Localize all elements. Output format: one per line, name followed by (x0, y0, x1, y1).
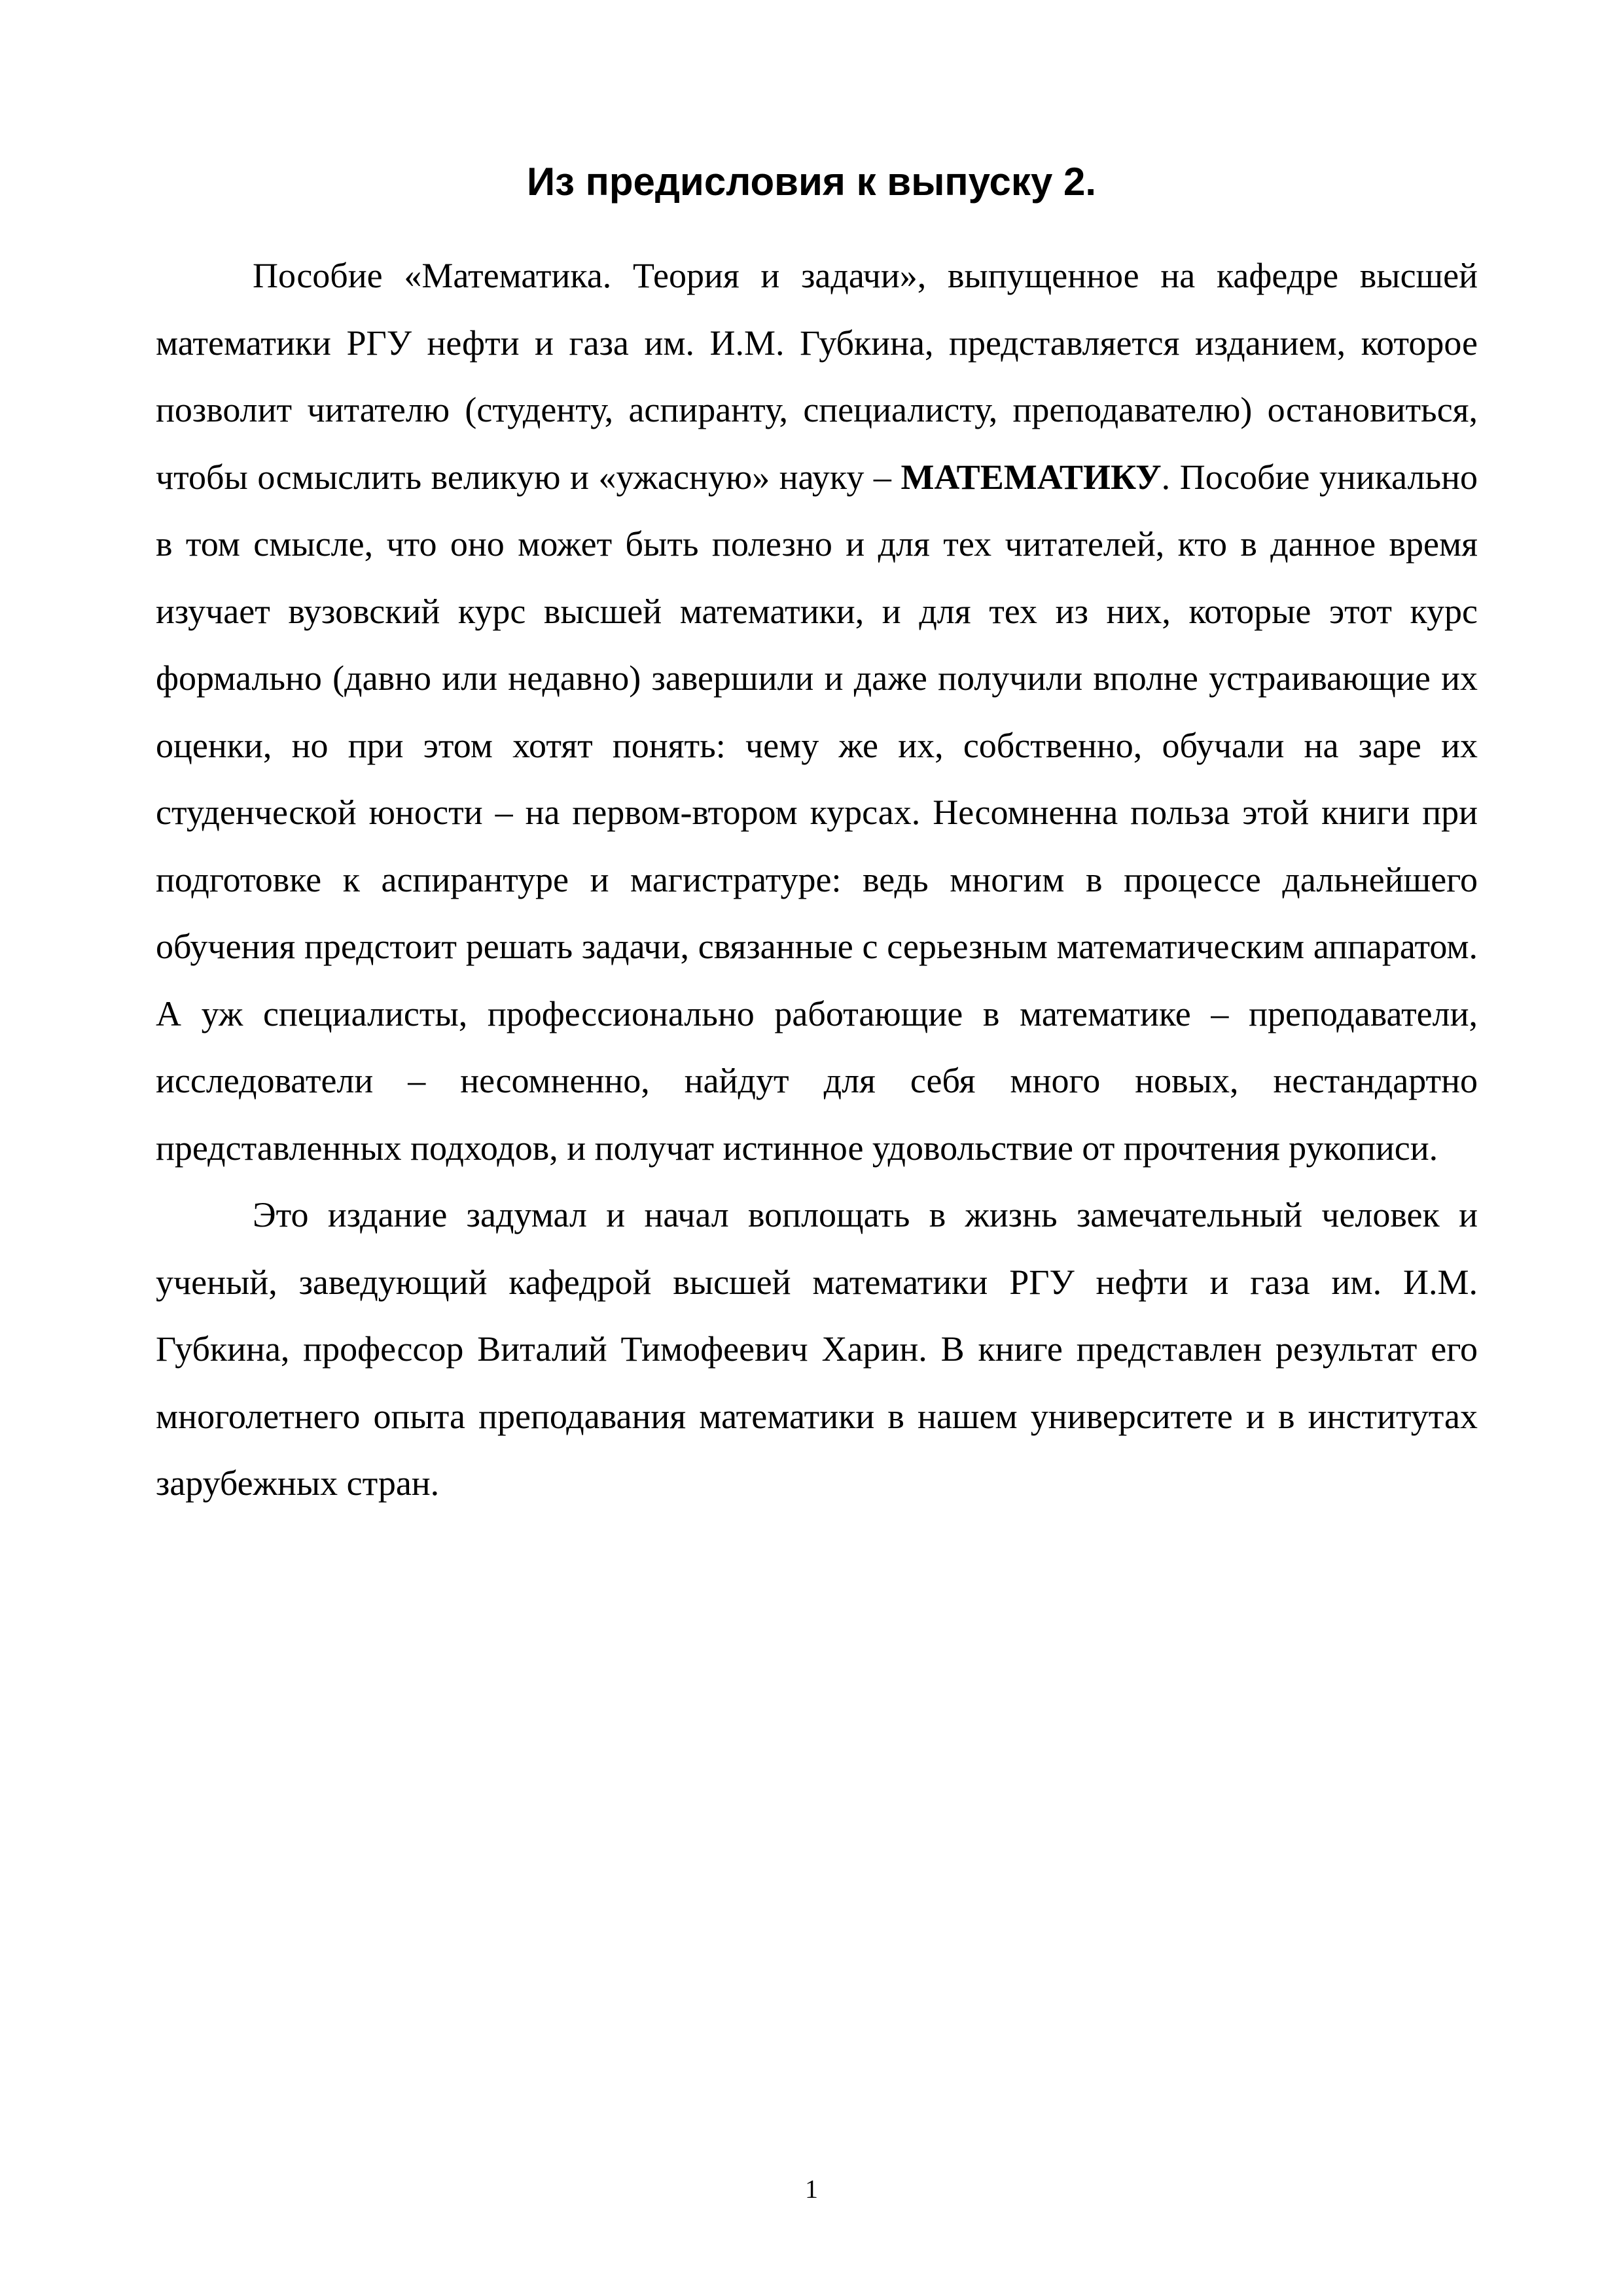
emphasis-mathematics: МАТЕМАТИКУ (901, 457, 1162, 497)
page-title: Из предисловия к выпуску 2. (526, 160, 1097, 204)
paragraph-1-rest: . Пособие уникально в том смысле, что оно может быть полезно и для тех читателей, кто в данное время изучает вузовский курс высшей математики, и для тех из них, которые этот курс формально (давно или недавно) завершили и даже получили вполне устраивающие их оценки, но при этом хотят понять: чему же их, собственно, обучали на заре их студенческой юности – на первом-втором курсах. Несомненна польза этой книги при подготовке к аспирантуре и магистратуре: ведь многим в процессе дальнейшего обучения предстоит решать задачи, связанные с серьезным математическим аппаратом. А уж специалисты, профессионально работающие в математике – преподаватели, исследователи – несомненно, найдут для себя много новых, нестандартно представленных подходов, и получат истинное удовольствие от прочтения рукописи. (156, 457, 1478, 1168)
paragraph-1 (156, 242, 1478, 1181)
paragraph-1-lead: Пособие «Математика. Теория и задачи», выпущенное на кафедре высшей математики РГУ нефти и газа им. И.М. Губкина, представляется изданием, которое позволит читателю (студенту, аспиранту, специалисту, преподавателю) остановиться, чтобы осмыслить великую и «ужасную» науку – (156, 256, 1478, 497)
paragraph-2: Это издание задумал и начал воплощать в жизнь замечательный человек и ученый, заведующий кафедрой высшей математики РГУ нефти и газа им. И.М. Губкина, профессор Виталий Тимофеевич Харин. В книге представлен результат его многолетнего опыта преподавания математики в нашем университете и в институтах зарубежных стран. (156, 1195, 1478, 1503)
body-text (156, 242, 1478, 1517)
page-number: 1 (805, 2174, 818, 2204)
